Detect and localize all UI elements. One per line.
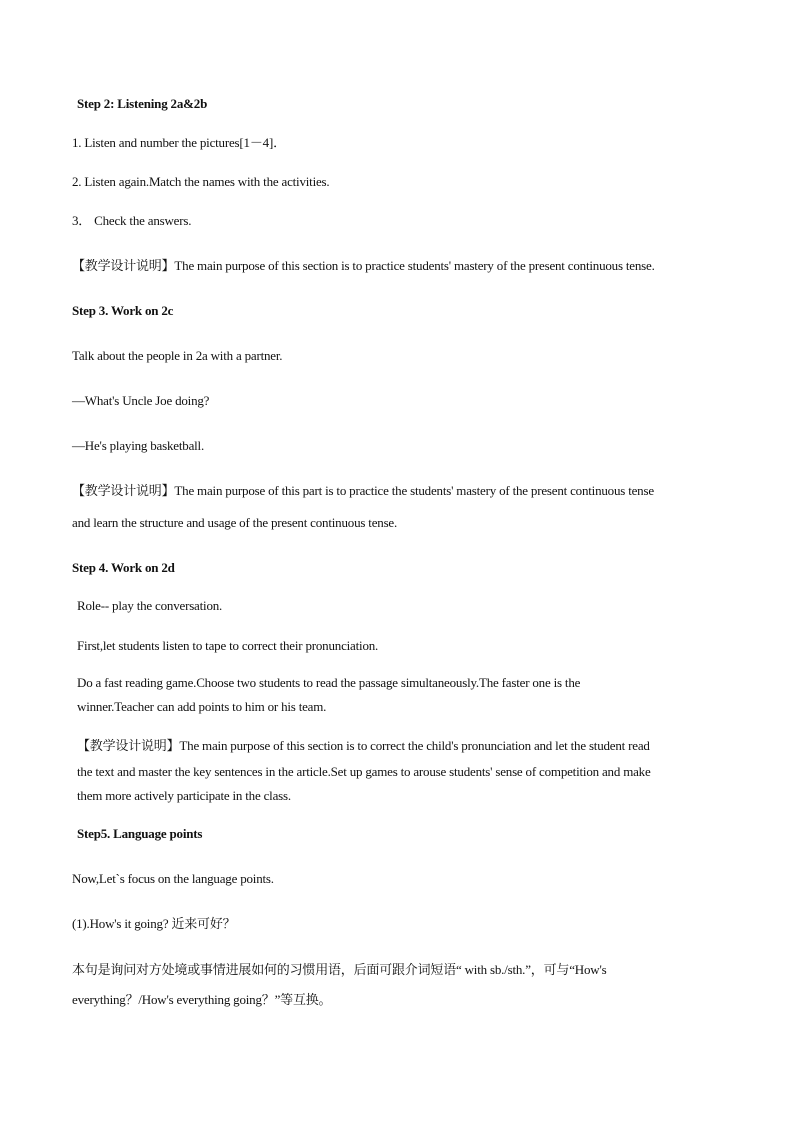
- step2-heading: Step 2: Listening 2a&2b: [77, 96, 208, 111]
- step3-dialog-answer: —He's playing basketball.: [72, 438, 205, 453]
- step4-item-2: First,let students listen to tape to correct their pronunciation.: [77, 638, 379, 653]
- step3-dialog-question: —What's Uncle Joe doing?: [72, 393, 210, 408]
- step3-design-note-line1: 【教学设计说明】The main purpose of this part is to practice the students' mastery of the present continuous tense: [72, 483, 654, 498]
- step4-item-3-line1: Do a fast reading game.Choose two students to read the passage simultaneously.The faster one is the: [77, 675, 581, 690]
- step3-heading: Step 3. Work on 2c: [72, 303, 174, 318]
- step4-item-1: Role-- play the conversation.: [77, 598, 223, 613]
- step4-design-note-line1: 【教学设计说明】The main purpose of this section is to correct the child's pronunciation and let the student read: [77, 738, 650, 753]
- step4-design-note-line2: the text and master the key sentences in the article.Set up games to arouse students' sense of competition and make: [77, 764, 651, 779]
- step4-item-3-line2: winner.Teacher can add points to him or his team.: [77, 699, 327, 714]
- step2-item-2: 2. Listen again.Match the names with the activities.: [72, 174, 330, 189]
- step5-intro: Now,Let`s focus on the language points.: [72, 871, 274, 886]
- step4-heading: Step 4. Work on 2d: [72, 560, 175, 575]
- step5-heading: Step5. Language points: [77, 826, 203, 841]
- step4-design-note-line3: them more actively participate in the class.: [77, 788, 291, 803]
- step5-explanation-line1: 本句是询问对方处境或事情进展如何的习惯用语，后面可跟介词短语“ with sb./sth.”，可与“How's: [72, 962, 607, 977]
- step3-instruction: Talk about the people in 2a with a partner.: [72, 348, 283, 363]
- step2-item-1: 1. Listen and number the pictures[1－4]．: [72, 135, 286, 150]
- step3-design-note-line2: and learn the structure and usage of the present continuous tense.: [72, 515, 398, 530]
- step2-item-3: 3． Check the answers.: [72, 213, 192, 228]
- step5-explanation-line2: everything？/How's everything going？”等互换。: [72, 992, 332, 1007]
- step5-point-1: (1).How's it going? 近来可好？: [72, 916, 236, 931]
- step2-design-note: 【教学设计说明】The main purpose of this section is to practice students' mastery of the present continuous tense.: [72, 258, 655, 273]
